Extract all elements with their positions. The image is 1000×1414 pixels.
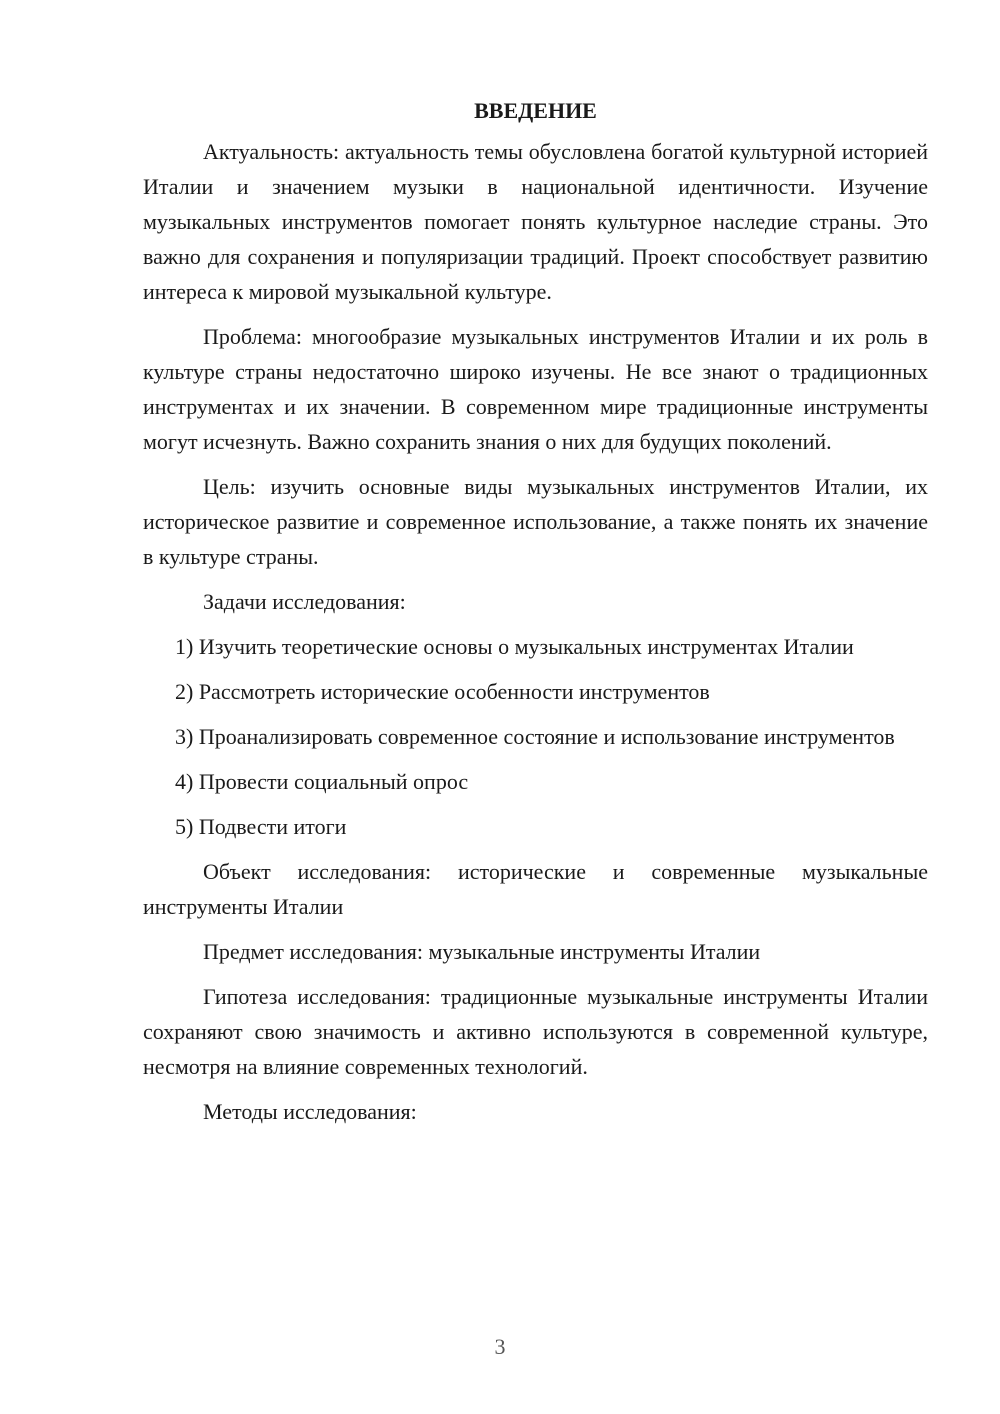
task-item: 3) Проанализировать современное состояние и использование инструментов bbox=[175, 724, 895, 749]
page-number: 3 bbox=[494, 1334, 506, 1359]
subject-paragraph: Предмет исследования: музыкальные инструменты Италии bbox=[203, 939, 761, 964]
task-item: 5) Подвести итоги bbox=[175, 814, 347, 839]
object-paragraph: Объект исследования: исторические и современные музыкальные инструменты Италии bbox=[143, 859, 928, 919]
relevance-paragraph: Актуальность: актуальность темы обусловлена богатой культурной историей Италии и значением музыки в национальной идентичности. Изучение музыкальных инструментов помогает понять культурное наследие страны. Это важно для сохранения и популяризации традиций. Проект способствует развитию интереса к мировой музыкальной культуре. bbox=[143, 139, 928, 304]
task-item: 4) Провести социальный опрос bbox=[175, 769, 469, 794]
task-item: 1) Изучить теоретические основы о музыкальных инструментах Италии bbox=[175, 634, 854, 659]
page-content bbox=[143, 96, 928, 1139]
problem-paragraph: Проблема: многообразие музыкальных инструментов Италии и их роль в культуре страны недостаточно широко изучены. Не все знают о традиционных инструментах и их значении. В современном мире традиционные инструменты могут исчезнуть. Важно сохранить знания о них для будущих поколений. bbox=[143, 324, 928, 454]
methods-paragraph: Методы исследования: bbox=[203, 1099, 417, 1124]
task-item: 2) Рассмотреть исторические особенности инструментов bbox=[175, 679, 710, 704]
page-title: ВВЕДЕНИЕ bbox=[474, 98, 597, 123]
goal-paragraph: Цель: изучить основные виды музыкальных инструментов Италии, их историческое развитие и современное использование, а также понять их значение в культуре страны. bbox=[143, 474, 928, 569]
hypothesis-paragraph: Гипотеза исследования: традиционные музыкальные инструменты Италии сохраняют свою значимость и активно используются в современной культуре, несмотря на влияние современных технологий. bbox=[143, 984, 928, 1079]
tasks-title: Задачи исследования: bbox=[203, 589, 406, 614]
